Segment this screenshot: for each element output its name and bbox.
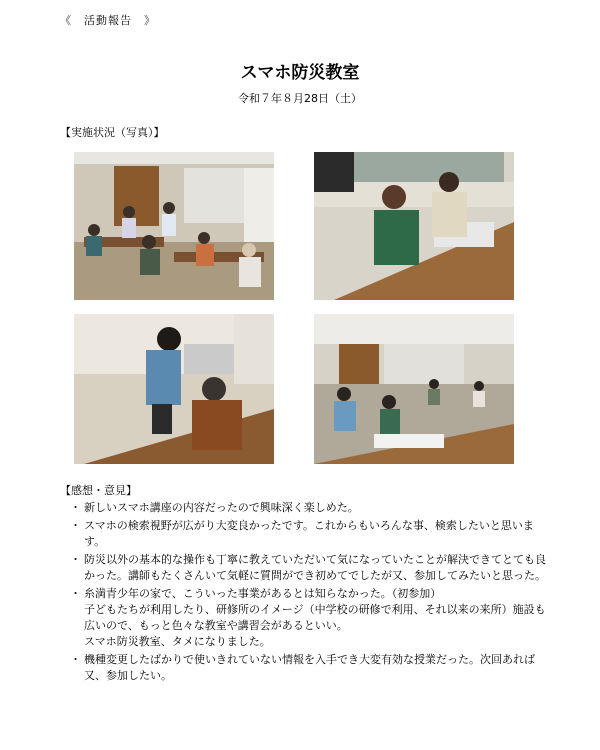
- feedback-item: ・ 防災以外の基本的な操作も丁寧に教えていただいて気になっていたことが解決できてとても良かった。講師もたくさんいて気軽に質問ができ初めてでしたが又、参加してみたいと思った。: [70, 552, 550, 584]
- classroom-wide-photo: [74, 152, 274, 300]
- feedback-item: 子どもたちが利用したり、研修所のイメージ（中学校の研修で利用、それ以来の来所）施設も広いので、もっと色々な教室や講習会があるといい。: [84, 603, 546, 632]
- feedback-item: スマホ防災教室、タメになりました。: [84, 635, 271, 648]
- feedback-item: ・ 機種変更したばかりで使いきれていない情報を入手でき大変有効な授業だった。次回あれば又、参加したい。: [70, 652, 550, 684]
- report-header: 《 活動報告 》: [60, 14, 156, 27]
- photos-section-heading: 【実施状況（写真）】: [60, 126, 165, 139]
- feedback-item: ・ 新しいスマホ講座の内容だったので興味深く楽しめた。: [70, 500, 550, 516]
- instructor-helping-woman-photo: [74, 314, 274, 464]
- page-title: スマホ防災教室: [240, 63, 360, 83]
- feedback-item: ・ スマホの検索視野が広がり大変良かったです。これからもいろんな事、検索したいと思います。: [70, 518, 550, 550]
- feedback-section-heading: 【感想・意見】: [60, 484, 137, 497]
- instructor-helping-man-photo: [314, 152, 514, 300]
- classroom-back-view-photo: [314, 314, 514, 464]
- feedback-list: [70, 500, 550, 686]
- event-date: 令和７年８月28日（土）: [238, 92, 362, 105]
- feedback-item: ・ 糸満青少年の家で、こういった事業があるとは知らなかった。（初参加）: [70, 586, 550, 602]
